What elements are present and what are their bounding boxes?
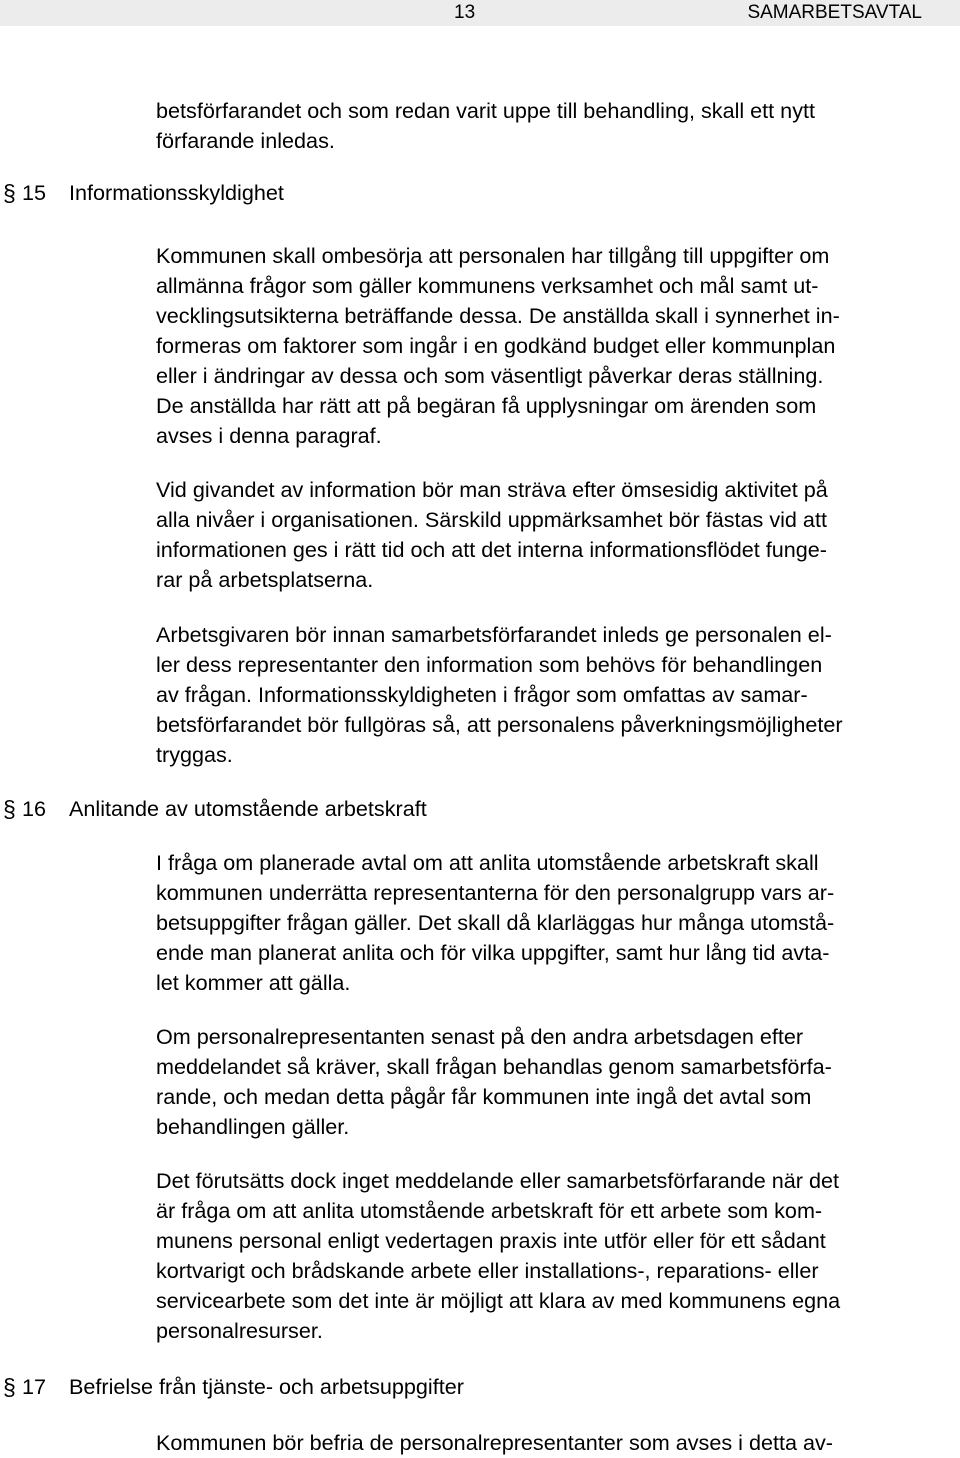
section-heading-15 [0, 177, 960, 209]
section-number: 17 [22, 1374, 47, 1399]
page-header [0, 0, 960, 26]
section-title: Anlitande av utomstående arbetskraft [69, 796, 427, 821]
body-text: Kommunen bör befria de personalrepresentanter som avses i detta av- [156, 1430, 833, 1455]
section-number: 15 [22, 180, 47, 205]
page-number: 13 [454, 2, 476, 23]
section-15-paragraph-3 [156, 620, 960, 770]
body-text: Vid givandet av information bör man sträva efter ömsesidig aktivitet på alla nivåer i organisationen. Särskild uppmärksamhet bör fästas vid att informationen ges i rätt tid och att det interna informationsflödet funge- rar på arbetsplatserna. [156, 477, 828, 592]
body-text: Arbetsgivaren bör innan samarbetsförfarandet inleds ge personalen el- ler dess representanter den information som behövs för behandlingen av frågan. Informationsskyldigheten i frågor som omfattas av samar- betsförfarandet bör fullgöras så, att personalens påverkningsmöjligheter tryggas. [156, 622, 843, 767]
intro-text: betsförfarandet och som redan varit uppe till behandling, skall ett nytt förfarande inledas. [156, 98, 815, 153]
section-title: Informationsskyldighet [69, 180, 284, 205]
section-number: 16 [22, 796, 47, 821]
section-16-paragraph-3 [156, 1166, 960, 1346]
paragraph-sign: § [3, 1374, 16, 1400]
body-text: Om personalrepresentanten senast på den andra arbetsdagen efter meddelandet så kräver, skall frågan behandlas genom samarbetsförfa- rande, och medan detta pågår får kommunen inte ingå det avtal som behandlingen gäller. [156, 1024, 832, 1139]
paragraph-sign: § [3, 796, 16, 822]
body-text: I fråga om planerade avtal om att anlita utomstående arbetskraft skall kommunen underrätta representanterna för den personalgrupp vars ar- betsuppgifter frågan gäller. Det skall då klarläggas hur många utomstå- ende man planerat anlita och för vilka uppgifter, samt hur lång tid avta- let kommer att gälla. [156, 850, 835, 995]
section-16-paragraph-2 [156, 1022, 960, 1142]
intro-paragraph [156, 96, 960, 156]
body-text: Kommunen skall ombesörja att personalen har tillgång till uppgifter om allmänna frågor som gäller kommunens verksamhet och mål samt ut- vecklingsutsikterna beträffande dessa. De anställda skall i synnerhet in- formeras om faktorer som ingår i en godkänd budget eller kommunplan eller i ändringar av dessa och som väsentligt påverkar deras ställning. De anställda har rätt att på begäran få upplysningar om ärenden som avses i denna paragraf. [156, 243, 840, 448]
section-title: Befrielse från tjänste- och arbetsuppgifter [69, 1374, 464, 1399]
body-text: Det förutsätts dock inget meddelande eller samarbetsförfarande när det är fråga om att anlita utomstående arbetskraft för ett arbete som kom- munens personal enligt vedertagen praxis inte utför eller för ett sådant kortvarigt och brådskande arbete eller installations-, reparations- eller servicearbete som det inte är möjligt att klara av med kommunens egna personalresurser. [156, 1168, 841, 1343]
section-15-paragraph-1 [156, 241, 960, 451]
section-heading-17 [0, 1371, 960, 1403]
section-15-paragraph-2 [156, 475, 960, 595]
section-16-paragraph-1 [156, 848, 960, 998]
paragraph-sign: § [3, 180, 16, 206]
running-title: SAMARBETSAVTAL [747, 2, 922, 23]
section-heading-16 [0, 793, 960, 825]
section-17-paragraph-1 [156, 1428, 960, 1458]
